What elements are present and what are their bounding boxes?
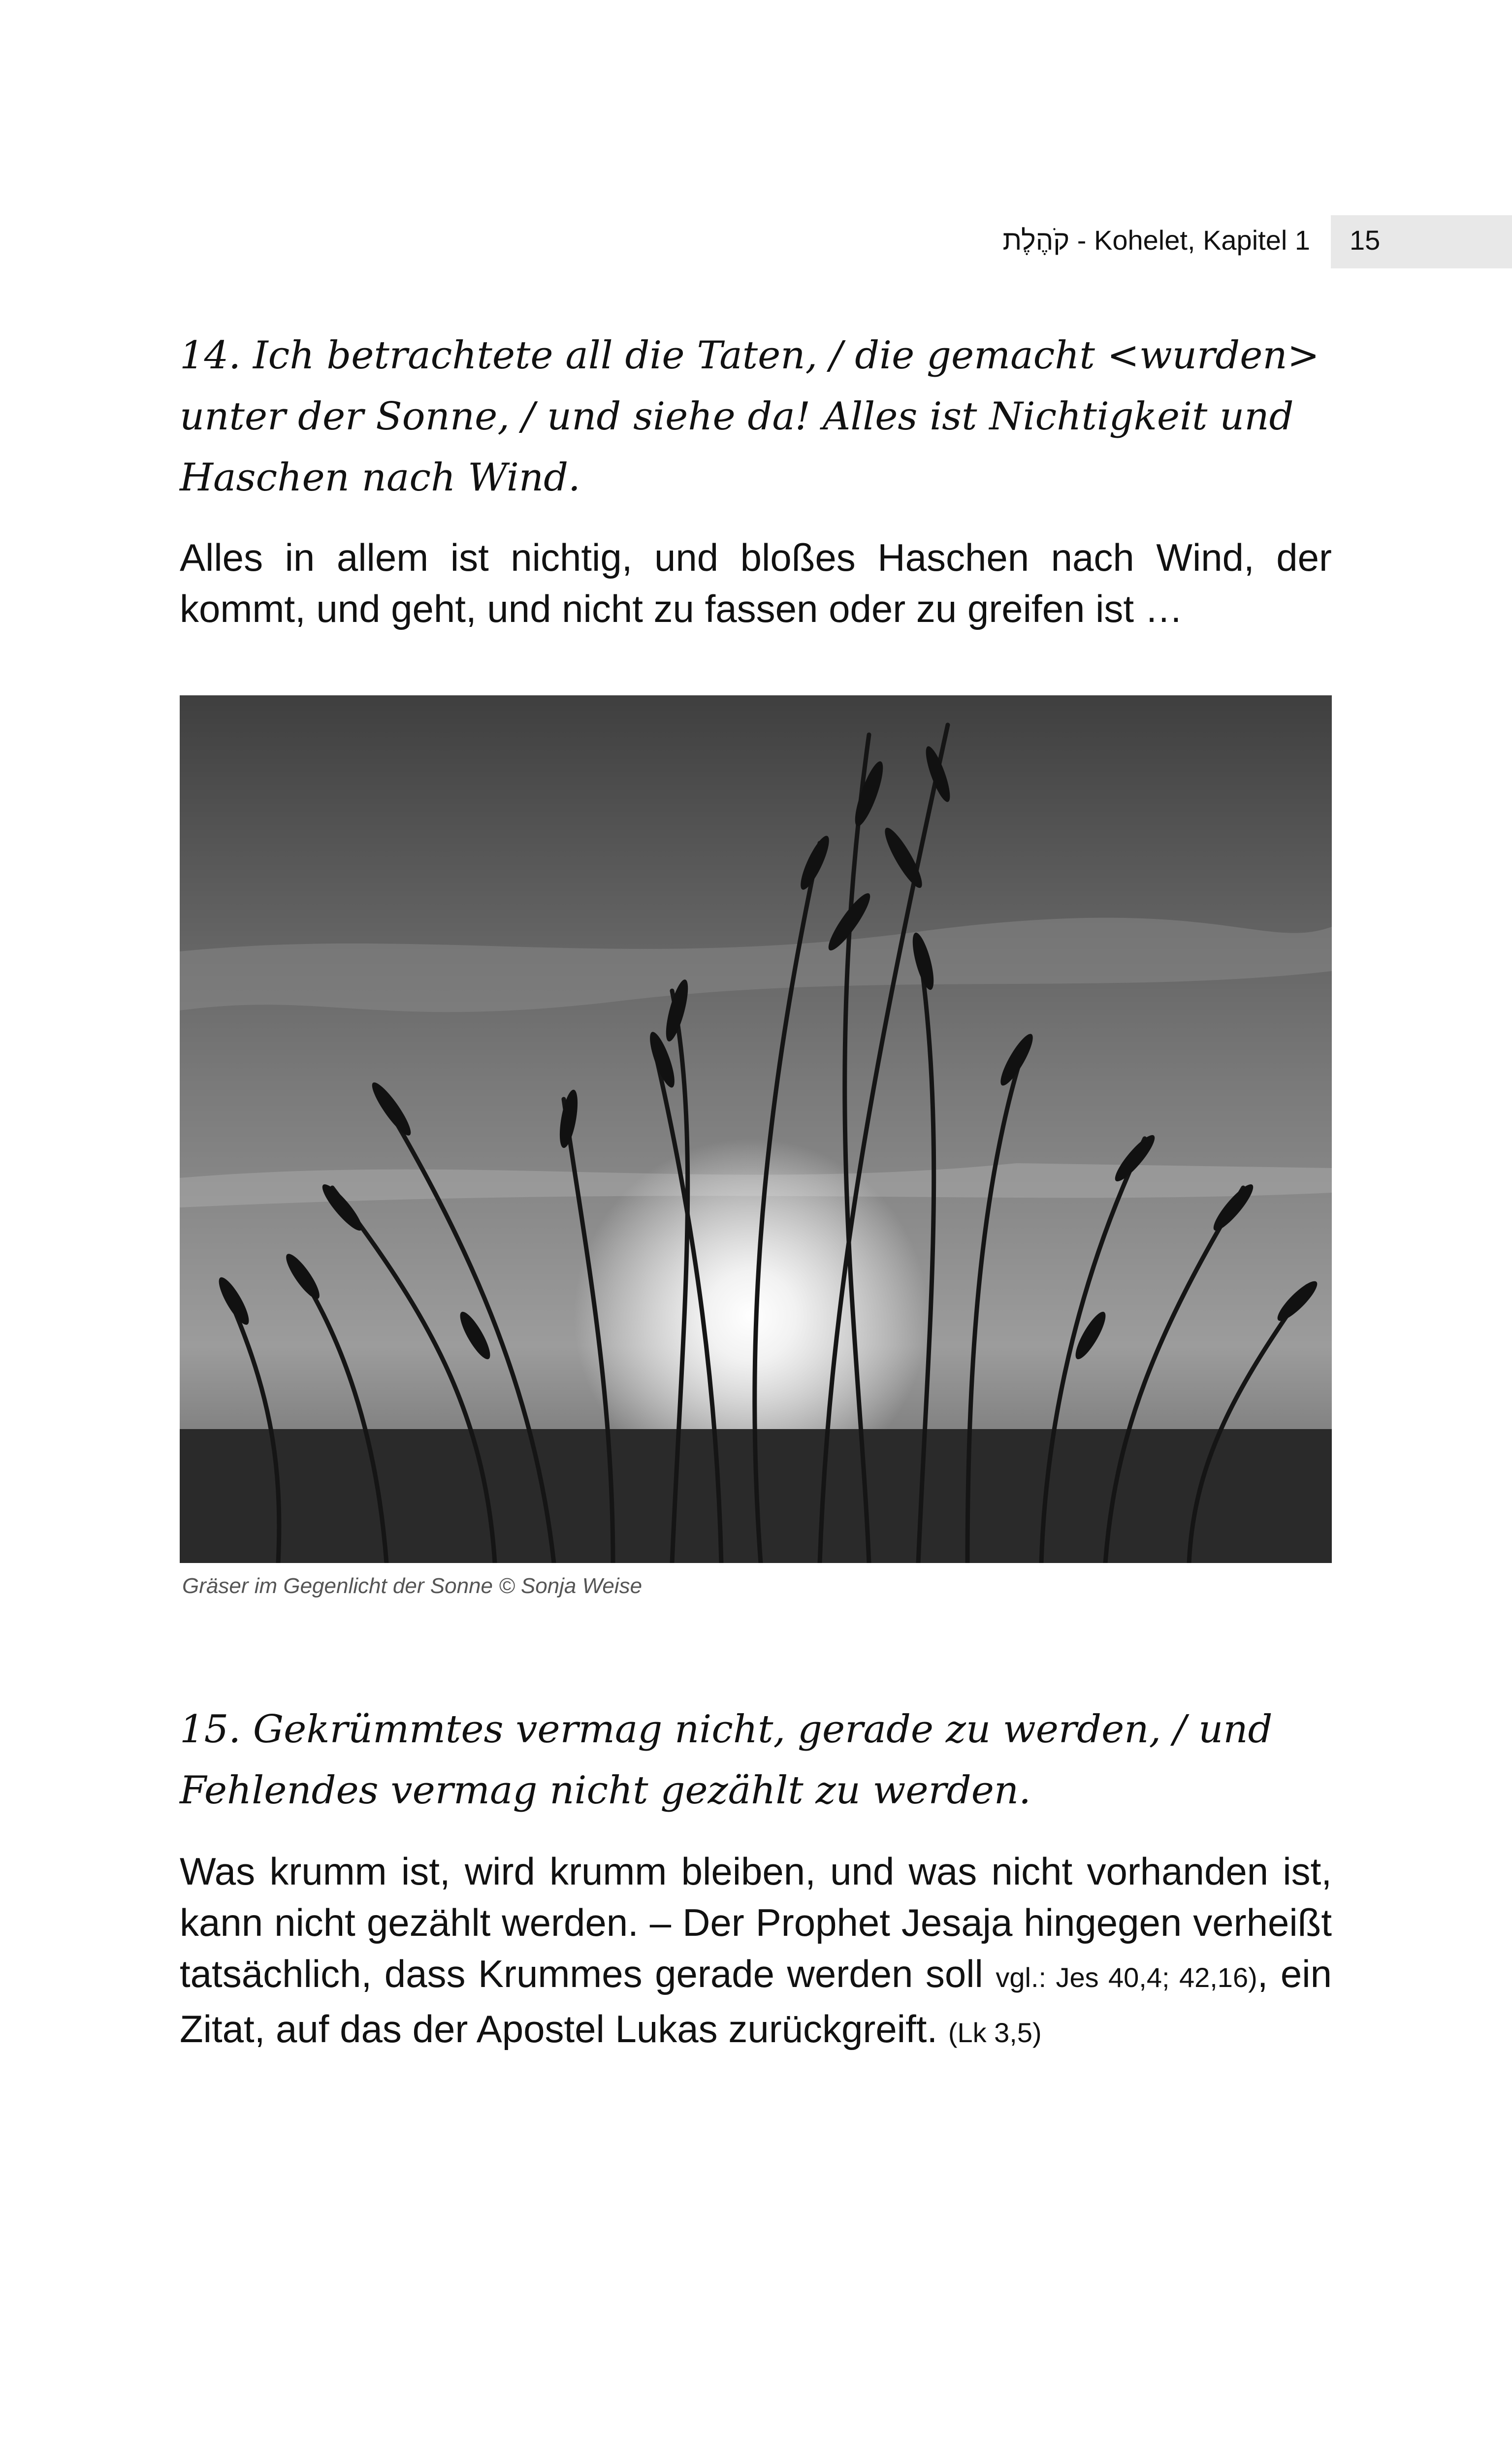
grass-silhouette-image — [180, 695, 1332, 1563]
verse-14-line-3: Haschen nach Wind. — [180, 456, 580, 500]
verse-14-line-1: 14. Ich betrachtete all die Taten, / die gemacht <wurden> — [180, 333, 1319, 378]
running-header: קֹהֶלֶת - Kohelet, Kapitel 1 — [1002, 225, 1310, 256]
verse-14-line-2: unter der Sonne, / und siehe da! Alles ist Nichtigkeit und — [180, 394, 1294, 439]
commentary-14: Alles in allem ist nichtig, und bloßes Haschen nach Wind, der kommt, und geht, und nicht zu fassen oder zu greifen ist … — [180, 536, 1332, 630]
page-number-box — [1331, 215, 1512, 268]
grass-sunset-photo — [180, 695, 1332, 1563]
commentary-15-text-1: Was krumm ist, wird krumm bleiben, und was nicht vorhanden ist, kann nicht gezählt werden. – Der Prophet Jesaja hingegen verheißt tatsächlich, dass Krummes gerade werden soll — [180, 1850, 1332, 1995]
verse-15 — [180, 1699, 1332, 1821]
page-number: 15 — [1350, 225, 1381, 256]
verse-15-line-2: Fehlendes vermag nicht gezählt zu werden. — [180, 1768, 1031, 1813]
verse-14 — [180, 325, 1332, 508]
commentary-15-reference-1: vgl.: Jes 40,4; 42,16) — [996, 1962, 1257, 1993]
commentary-15 — [180, 1846, 1332, 2058]
photo-caption: Gräser im Gegenlicht der Sonne © Sonja Weise — [182, 1574, 643, 1598]
verse-15-line-1: 15. Gekrümmtes vermag nicht, gerade zu werden, / und — [180, 1707, 1273, 1752]
commentary-15-text-2: , ein Zitat, auf das der Apostel Lukas zurückgreift. — [180, 1952, 1332, 2051]
commentary-15-reference-2: (Lk 3,5) — [948, 2017, 1042, 2048]
